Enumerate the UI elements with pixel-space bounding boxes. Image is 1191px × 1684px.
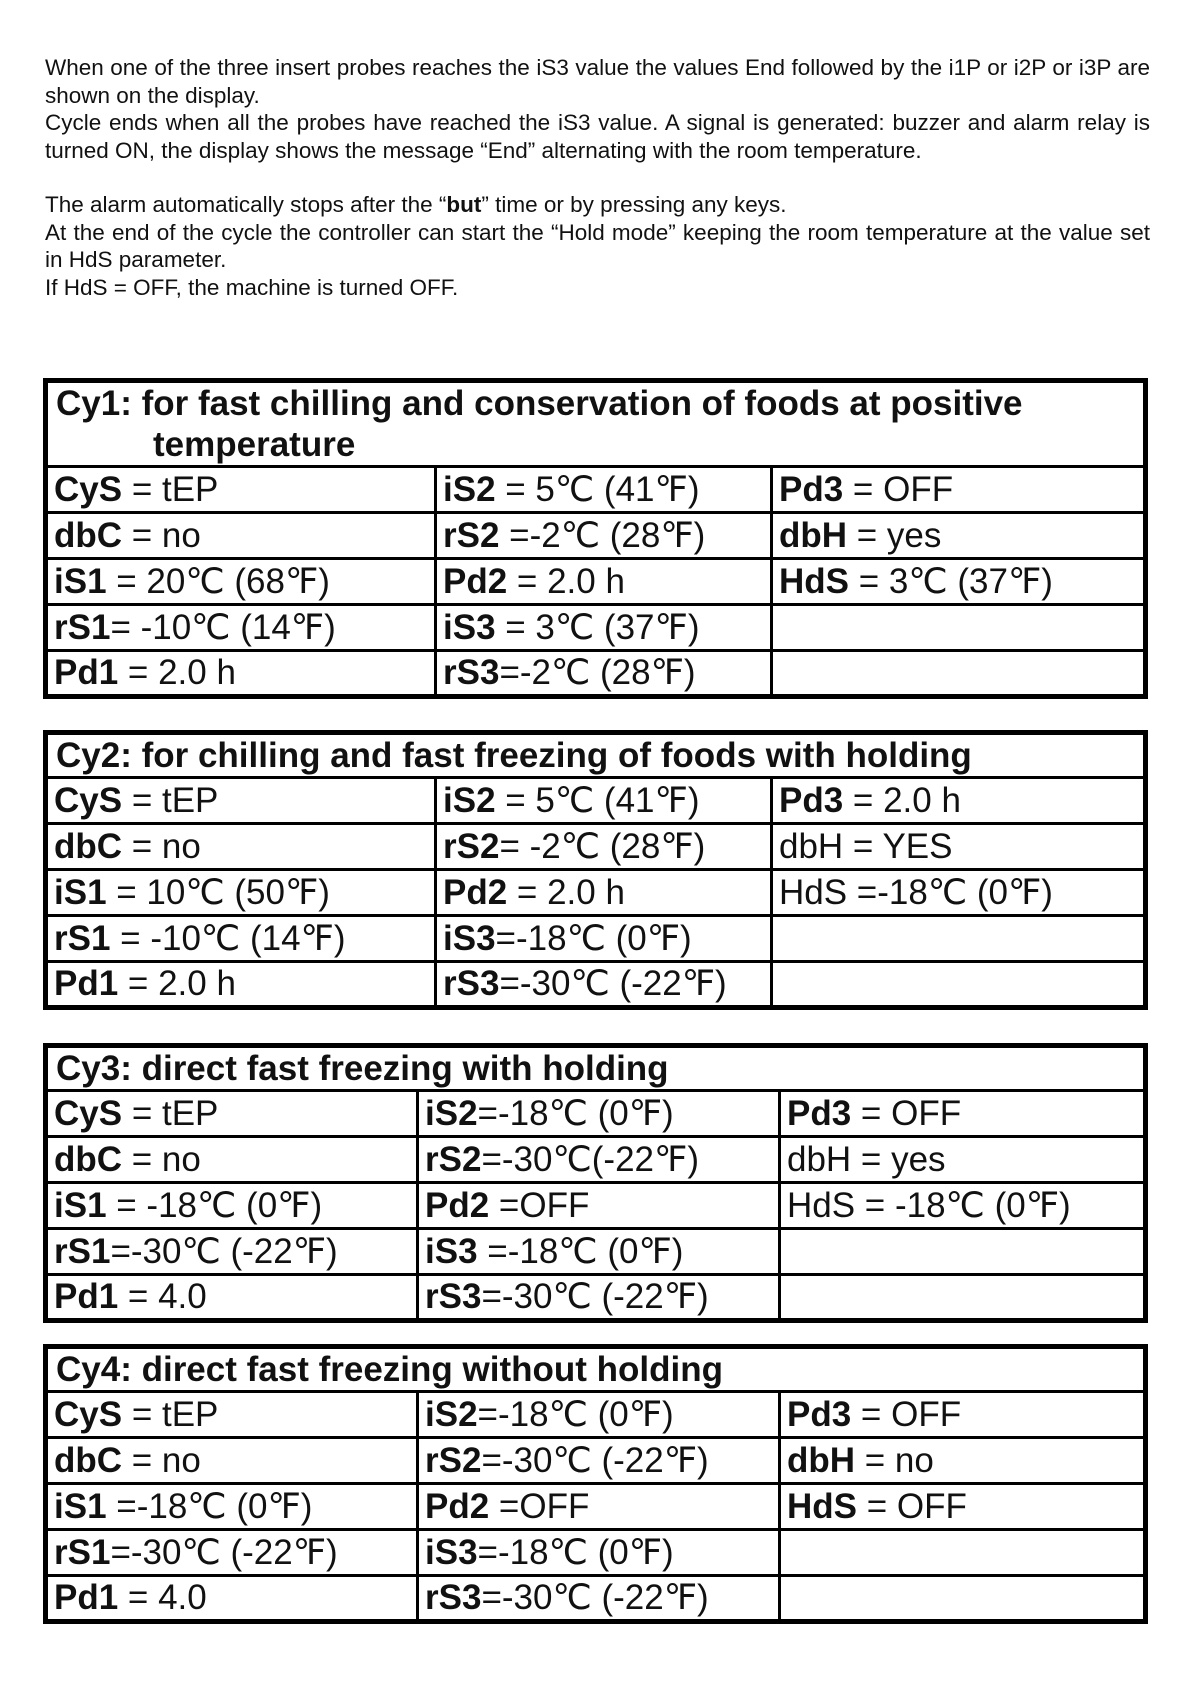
parameter-value: = tEP bbox=[122, 1394, 219, 1434]
parameter-name: Pd3 bbox=[787, 1394, 852, 1434]
parameter-value: = 2.0 h bbox=[507, 561, 625, 601]
table-row bbox=[46, 1275, 1146, 1321]
parameter-cell bbox=[436, 651, 772, 697]
parameter-name: rS3 bbox=[443, 653, 500, 692]
table-row bbox=[46, 916, 1146, 962]
parameter-cell bbox=[780, 1137, 1146, 1183]
intro-bold-term: but bbox=[446, 192, 482, 217]
parameter-cell bbox=[46, 870, 436, 916]
parameter-cell bbox=[418, 1438, 780, 1484]
parameter-cell bbox=[418, 1484, 780, 1530]
parameter-name: Pd1 bbox=[54, 1277, 119, 1316]
parameter-name: rS2 bbox=[425, 1139, 482, 1179]
parameter-name: Pd3 bbox=[779, 469, 844, 509]
table-row bbox=[46, 1484, 1146, 1530]
parameter-cell bbox=[46, 651, 436, 697]
parameter-value: = 2.0 h bbox=[118, 653, 236, 692]
parameter-value: = no bbox=[122, 515, 201, 555]
parameter-value: =-2℃ (28℉) bbox=[499, 653, 696, 692]
parameter-name: iS2 bbox=[425, 1093, 478, 1133]
parameter-cell bbox=[772, 916, 1146, 962]
table-row bbox=[46, 870, 1146, 916]
parameter-value: =-18℃ (0℉) bbox=[477, 1231, 684, 1271]
parameter-cell bbox=[780, 1438, 1146, 1484]
parameter-cell bbox=[418, 1229, 780, 1275]
parameter-cell bbox=[436, 778, 772, 824]
intro-paragraph: If HdS = OFF, the machine is turned OFF. bbox=[45, 274, 459, 300]
parameter-cell bbox=[46, 1275, 418, 1321]
parameter-cell bbox=[46, 1392, 418, 1438]
parameter-name: Pd3 bbox=[787, 1093, 852, 1133]
parameter-cell bbox=[46, 1438, 418, 1484]
parameter-value: = 10℃ (50℉) bbox=[106, 872, 330, 912]
parameter-value: =-30℃ (-22℉) bbox=[481, 1277, 709, 1316]
parameter-value: = OFF bbox=[843, 469, 954, 509]
cycle-title: Cy2: for chilling and fast freezing of foods with holding bbox=[46, 733, 1146, 778]
parameter-cell bbox=[46, 513, 436, 559]
parameter-name: rS3 bbox=[443, 964, 500, 1003]
parameter-name: CyS bbox=[54, 780, 123, 820]
intro-text-span: ” time or by pressing any keys. bbox=[481, 192, 787, 217]
parameter-name: rS2 bbox=[443, 515, 500, 555]
parameter-name: rS1 bbox=[54, 1532, 111, 1572]
parameter-value: =-18℃ (0℉) bbox=[477, 1532, 674, 1572]
parameter-value: = OFF bbox=[851, 1394, 962, 1434]
parameter-name: Pd2 bbox=[425, 1486, 490, 1526]
parameter-value: = 5℃ (41℉) bbox=[495, 469, 700, 509]
parameter-name: Pd1 bbox=[54, 964, 119, 1003]
parameter-name: iS1 bbox=[54, 561, 107, 601]
parameter-name: Pd3 bbox=[779, 780, 844, 820]
table-row bbox=[46, 1576, 1146, 1622]
parameter-value: = no bbox=[122, 826, 201, 866]
parameter-cell bbox=[46, 824, 436, 870]
intro-text-span: The alarm automatically stops after the “ bbox=[45, 192, 447, 217]
parameter-value: =-18℃ (0℉) bbox=[477, 1093, 674, 1133]
parameter-cell bbox=[772, 605, 1146, 651]
parameter-cell bbox=[46, 1576, 418, 1622]
parameter-value: =-30℃ (-22℉) bbox=[481, 1440, 709, 1480]
table-row bbox=[46, 1392, 1146, 1438]
table-row bbox=[46, 778, 1146, 824]
table-row bbox=[46, 651, 1146, 697]
parameter-cell bbox=[780, 1275, 1146, 1321]
parameter-name: CyS bbox=[54, 1394, 123, 1434]
parameter-cell bbox=[772, 778, 1146, 824]
table-row bbox=[46, 962, 1146, 1008]
parameter-cell bbox=[772, 467, 1146, 513]
parameter-value: = 2.0 h bbox=[507, 872, 625, 912]
parameter-cell bbox=[46, 962, 436, 1008]
parameter-value: = 3℃ (37℉) bbox=[849, 561, 1053, 601]
parameter-name: iS3 bbox=[425, 1532, 478, 1572]
parameter-cell bbox=[418, 1183, 780, 1229]
parameter-value: = yes bbox=[847, 515, 942, 555]
parameter-cell bbox=[780, 1183, 1146, 1229]
parameter-value: =-18℃ (0℉) bbox=[495, 918, 692, 958]
cycle-table-cy1 bbox=[43, 378, 1148, 699]
parameter-cell bbox=[436, 559, 772, 605]
parameter-value: =-30℃ (-22℉) bbox=[110, 1532, 338, 1572]
parameter-name: HdS bbox=[779, 561, 849, 601]
parameter-name: rS1 bbox=[54, 607, 111, 647]
parameter-name: iS3 bbox=[443, 918, 496, 958]
cycle-title-line: temperature bbox=[153, 425, 356, 464]
parameter-cell bbox=[418, 1275, 780, 1321]
intro-paragraph bbox=[45, 191, 1150, 219]
parameter-name: iS1 bbox=[54, 1185, 107, 1225]
parameter-cell bbox=[46, 778, 436, 824]
parameter-value: = 2.0 h bbox=[843, 780, 961, 820]
parameter-cell bbox=[772, 559, 1146, 605]
table-row bbox=[46, 1229, 1146, 1275]
parameter-value: = tEP bbox=[122, 469, 219, 509]
parameter-value: HdS = -18℃ (0℉) bbox=[787, 1185, 1071, 1225]
parameter-cell bbox=[46, 916, 436, 962]
parameter-value: = -2℃ (28℉) bbox=[499, 826, 706, 866]
intro-paragraph: At the end of the cycle the controller can start the “Hold mode” keeping the room temperature at the value set in HdS parameter. bbox=[45, 219, 1150, 272]
parameter-name: rS2 bbox=[425, 1440, 482, 1480]
parameter-cell bbox=[772, 870, 1146, 916]
parameter-name: dbH bbox=[779, 515, 848, 555]
intro-paragraph: Cycle ends when all the probes have reached the iS3 value. A signal is generated: buzzer and alarm relay is turned ON, the display shows the message “End” alternating with the room temperature. bbox=[45, 110, 1150, 163]
cycle-table-cy4 bbox=[43, 1344, 1148, 1624]
parameter-cell bbox=[436, 467, 772, 513]
intro-text bbox=[45, 54, 1150, 301]
parameter-value: = 5℃ (41℉) bbox=[495, 780, 700, 820]
parameter-cell bbox=[418, 1091, 780, 1137]
parameter-name: CyS bbox=[54, 1093, 123, 1133]
parameter-name: CyS bbox=[54, 469, 123, 509]
parameter-cell bbox=[418, 1392, 780, 1438]
parameter-value: = tEP bbox=[122, 1093, 219, 1133]
parameter-value: =-30℃ (-22℉) bbox=[499, 964, 727, 1003]
parameter-cell bbox=[772, 962, 1146, 1008]
table-row bbox=[46, 1183, 1146, 1229]
parameter-name: iS2 bbox=[443, 469, 496, 509]
parameter-value: = tEP bbox=[122, 780, 219, 820]
parameter-name: Pd2 bbox=[425, 1185, 490, 1225]
parameter-name: HdS bbox=[787, 1486, 857, 1526]
parameter-value: =-2℃ (28℉) bbox=[499, 515, 706, 555]
parameter-name: rS2 bbox=[443, 826, 500, 866]
table-row bbox=[46, 513, 1146, 559]
parameter-value: dbH = yes bbox=[787, 1139, 946, 1179]
parameter-name: rS3 bbox=[425, 1578, 482, 1617]
table-row bbox=[46, 1137, 1146, 1183]
parameter-cell bbox=[46, 1484, 418, 1530]
parameter-cell bbox=[772, 513, 1146, 559]
parameter-value: = no bbox=[122, 1440, 201, 1480]
intro-paragraph: When one of the three insert probes reaches the iS3 value the values End followed by the i1P or i2P or i3P are shown on the display. bbox=[45, 55, 1150, 108]
parameter-name: Pd1 bbox=[54, 653, 119, 692]
cycle-title: Cy3: direct fast freezing with holding bbox=[46, 1046, 1146, 1091]
parameter-name: Pd2 bbox=[443, 561, 508, 601]
parameter-name: iS1 bbox=[54, 1486, 107, 1526]
parameter-cell bbox=[436, 962, 772, 1008]
parameter-name: dbC bbox=[54, 826, 123, 866]
parameter-value: =-30℃(-22℉) bbox=[481, 1139, 699, 1179]
parameter-name: iS3 bbox=[425, 1231, 478, 1271]
parameter-value: = no bbox=[122, 1139, 201, 1179]
parameter-value: =-18℃ (0℉) bbox=[477, 1394, 674, 1434]
parameter-cell bbox=[418, 1530, 780, 1576]
table-row bbox=[46, 605, 1146, 651]
parameter-value: = 4.0 bbox=[118, 1277, 207, 1316]
cycle-table-cy2 bbox=[43, 730, 1148, 1010]
parameter-value: = -10℃ (14℉) bbox=[110, 918, 346, 958]
parameter-cell bbox=[46, 1137, 418, 1183]
table-row bbox=[46, 467, 1146, 513]
parameter-cell bbox=[436, 916, 772, 962]
table-row bbox=[46, 824, 1146, 870]
cycle-title bbox=[46, 381, 1146, 467]
cycle-table-cy3 bbox=[43, 1043, 1148, 1323]
parameter-cell bbox=[780, 1484, 1146, 1530]
parameter-cell bbox=[436, 605, 772, 651]
parameter-cell bbox=[780, 1530, 1146, 1576]
parameter-value: =OFF bbox=[489, 1185, 590, 1225]
parameter-cell bbox=[780, 1229, 1146, 1275]
parameter-value: = 20℃ (68℉) bbox=[106, 561, 330, 601]
parameter-value: = 2.0 h bbox=[118, 964, 236, 1003]
table-row bbox=[46, 559, 1146, 605]
parameter-name: Pd1 bbox=[54, 1578, 119, 1617]
parameter-cell bbox=[418, 1576, 780, 1622]
parameter-name: rS3 bbox=[425, 1277, 482, 1316]
table-row bbox=[46, 1091, 1146, 1137]
parameter-cell bbox=[46, 605, 436, 651]
parameter-cell bbox=[436, 513, 772, 559]
parameter-cell bbox=[780, 1091, 1146, 1137]
parameter-cell bbox=[46, 467, 436, 513]
parameter-value: =-30℃ (-22℉) bbox=[110, 1231, 338, 1271]
parameter-name: rS1 bbox=[54, 1231, 111, 1271]
parameter-cell bbox=[436, 870, 772, 916]
parameter-cell bbox=[46, 1530, 418, 1576]
parameter-name: dbC bbox=[54, 515, 123, 555]
parameter-cell bbox=[46, 559, 436, 605]
parameter-cell bbox=[772, 651, 1146, 697]
parameter-value: dbH = YES bbox=[779, 826, 953, 866]
parameter-name: dbC bbox=[54, 1139, 123, 1179]
table-row bbox=[46, 1438, 1146, 1484]
parameter-value: =-18℃ (0℉) bbox=[106, 1486, 313, 1526]
parameter-cell bbox=[772, 824, 1146, 870]
parameter-name: iS3 bbox=[443, 607, 496, 647]
parameter-name: Pd2 bbox=[443, 872, 508, 912]
parameter-value: = -18℃ (0℉) bbox=[106, 1185, 323, 1225]
parameter-cell bbox=[46, 1091, 418, 1137]
parameter-value: = 4.0 bbox=[118, 1578, 207, 1617]
parameter-value: = OFF bbox=[851, 1093, 962, 1133]
parameter-value: HdS =-18℃ (0℉) bbox=[779, 872, 1053, 912]
cycle-title: Cy4: direct fast freezing without holding bbox=[46, 1347, 1146, 1392]
table-row bbox=[46, 1530, 1146, 1576]
parameter-value: = 3℃ (37℉) bbox=[495, 607, 700, 647]
parameter-cell bbox=[46, 1229, 418, 1275]
parameter-value: =OFF bbox=[489, 1486, 590, 1526]
parameter-name: iS1 bbox=[54, 872, 107, 912]
parameter-cell bbox=[436, 824, 772, 870]
parameter-name: dbC bbox=[54, 1440, 123, 1480]
parameter-cell bbox=[780, 1576, 1146, 1622]
parameter-name: dbH bbox=[787, 1440, 856, 1480]
parameter-value: = OFF bbox=[857, 1486, 967, 1526]
parameter-name: iS2 bbox=[425, 1394, 478, 1434]
parameter-cell bbox=[418, 1137, 780, 1183]
parameter-name: rS1 bbox=[54, 918, 111, 958]
cycle-title-line: Cy1: for fast chilling and conservation of foods at positive bbox=[56, 384, 1023, 423]
parameter-cell bbox=[46, 1183, 418, 1229]
parameter-value: =-30℃ (-22℉) bbox=[481, 1578, 709, 1617]
parameter-value: = -10℃ (14℉) bbox=[110, 607, 336, 647]
parameter-cell bbox=[780, 1392, 1146, 1438]
parameter-value: = no bbox=[855, 1440, 934, 1480]
parameter-name: iS2 bbox=[443, 780, 496, 820]
